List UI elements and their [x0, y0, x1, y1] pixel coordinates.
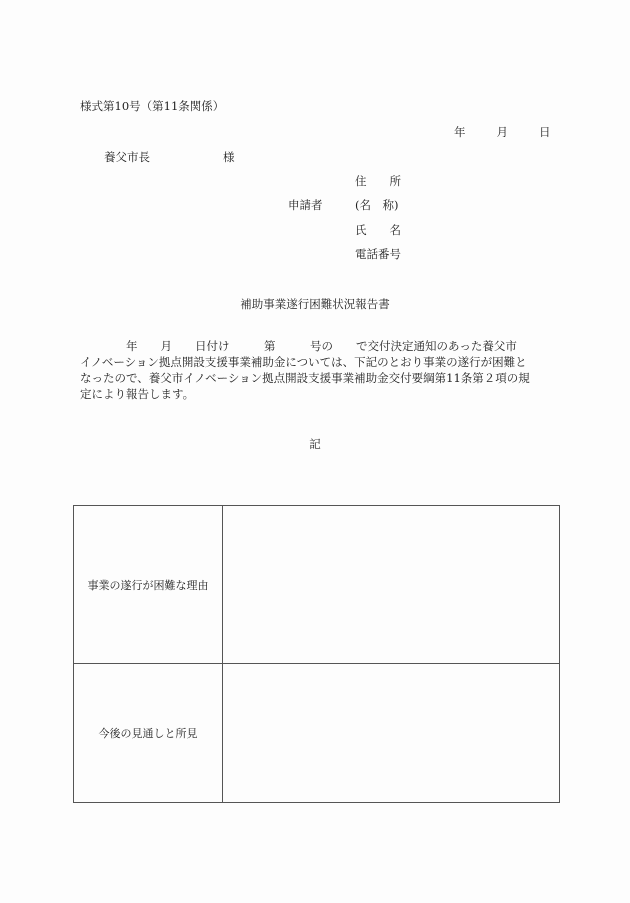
body-text	[80, 338, 555, 402]
reason-value	[223, 506, 560, 664]
date-day: 日	[539, 125, 551, 139]
body-line: イノベーション拠点開設支援事業補助金については、下記のとおり事業の遂行が困難と	[80, 355, 527, 369]
applicant-address-label: 住 所	[355, 174, 401, 188]
ki-heading: 記	[309, 437, 321, 451]
date-month: 月	[496, 125, 508, 139]
applicant-label: 申請者	[288, 198, 323, 212]
applicant-name-label: 氏 名	[355, 223, 401, 237]
form-number: 様式第10号（第11条関係）	[80, 99, 225, 113]
document-title: 補助事業遂行困難状況報告書	[240, 297, 390, 311]
body-line: なったので、養父市イノベーション拠点開設支援事業補助金交付要綱第11条第２項の規	[80, 371, 530, 385]
body-line: 年 月 日付け 第 号の で交付決定通知のあった養父市	[80, 339, 517, 353]
table-row	[74, 664, 560, 803]
applicant-org-name-label: (名 称)	[355, 198, 399, 212]
report-table	[73, 505, 560, 803]
outlook-value	[223, 664, 560, 803]
outlook-label: 今後の見通しと所見	[74, 664, 223, 803]
addressee	[104, 149, 235, 165]
addressee-name: 養父市長	[104, 150, 150, 164]
table-row	[74, 506, 560, 664]
date-line	[454, 124, 551, 140]
addressee-honorific: 様	[223, 150, 235, 164]
reason-label: 事業の遂行が困難な理由	[74, 506, 223, 664]
date-year: 年	[454, 125, 466, 139]
body-line: 定により報告します。	[80, 387, 195, 401]
applicant-phone-label: 電話番号	[355, 247, 401, 261]
